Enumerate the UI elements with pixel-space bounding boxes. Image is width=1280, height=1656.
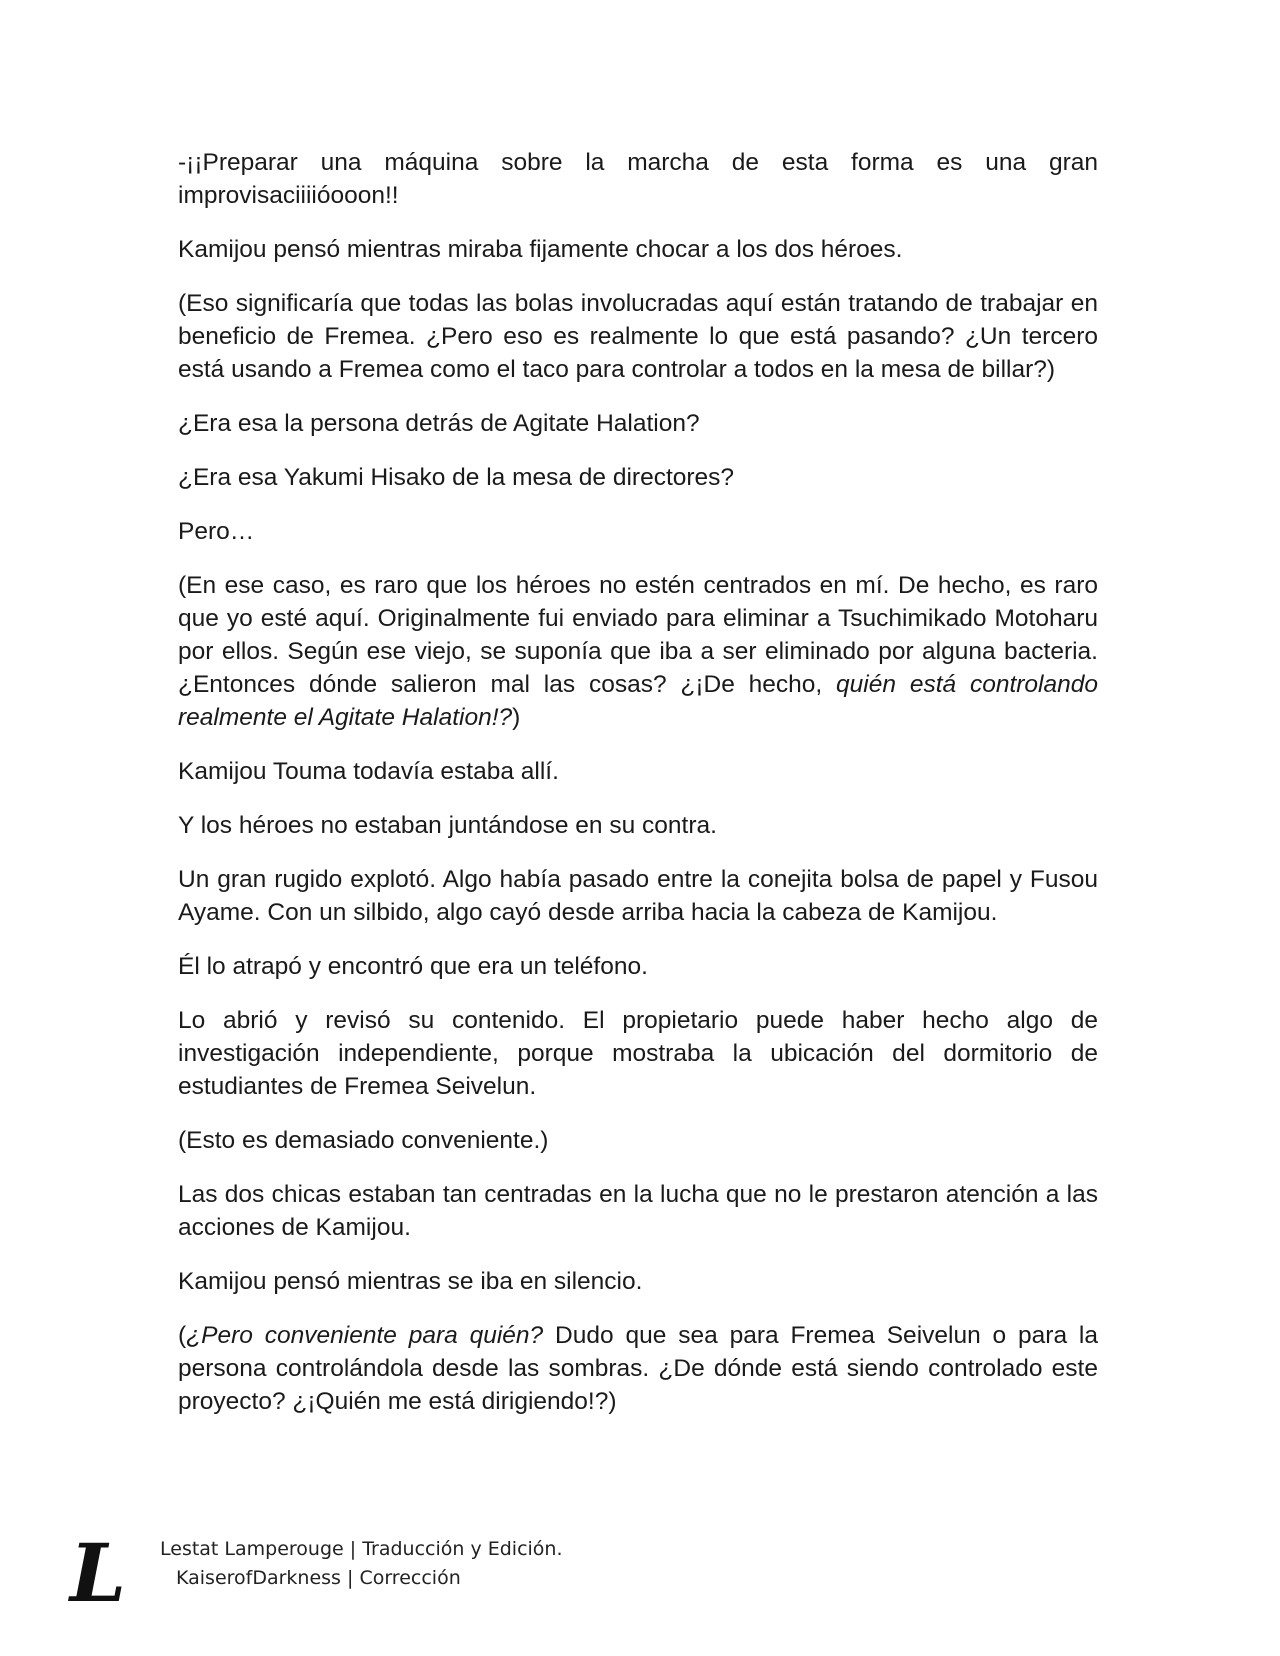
paragraph — [178, 1004, 1098, 1103]
paragraph — [178, 146, 1098, 212]
paragraph — [178, 863, 1098, 929]
paragraph-text: Pero… — [178, 518, 255, 545]
paragraph-text: Kamijou Touma todavía estaba allí. — [178, 758, 559, 785]
paragraph-text: Un gran rugido explotó. Algo había pasado entre la conejita bolsa de papel y Fusou Ayame. Con un silbido, algo cayó desde arriba hacia la cabeza de Kamijou. — [178, 866, 1098, 926]
paragraph-text: Lo abrió y revisó su contenido. El propietario puede haber hecho algo de investigación independiente, porque mostraba la ubicación del dormitorio de estudiantes de Fremea Seivelun. — [178, 1007, 1098, 1100]
gothic-l-logo-icon — [68, 1535, 128, 1611]
paragraph-text: (Eso significaría que todas las bolas involucradas aquí están tratando de trabajar en beneficio de Fremea. ¿Pero eso es realmente lo que está pasando? ¿Un tercero está usando a Fremea como el taco para controlar a todos en la mesa de billar?) — [178, 290, 1098, 383]
page-footer — [68, 1535, 768, 1615]
paragraph — [178, 1124, 1098, 1157]
paragraph-text: Y los héroes no estaban juntándose en su contra. — [178, 812, 717, 839]
paragraph-text: Kamijou pensó mientras miraba fijamente chocar a los dos héroes. — [178, 236, 903, 263]
paragraph — [178, 461, 1098, 494]
paragraph-italic-text: ¿Pero conveniente para quién? — [186, 1322, 544, 1349]
paragraph-text: Él lo atrapó y encontró que era un teléfono. — [178, 953, 648, 980]
paragraph-text: Las dos chicas estaban tan centradas en la lucha que no le prestaron atención a las acciones de Kamijou. — [178, 1181, 1098, 1241]
paragraph — [178, 1319, 1098, 1418]
paragraph-text: -¡¡Preparar una máquina sobre la marcha de esta forma es una gran improvisaciiiióooon!! — [178, 149, 1098, 209]
paragraph-text: ( — [178, 1322, 187, 1349]
paragraph — [178, 287, 1098, 386]
paragraph — [178, 233, 1098, 266]
paragraph-text: Kamijou pensó mientras se iba en silencio. — [178, 1268, 643, 1295]
paragraph — [178, 1265, 1098, 1298]
paragraph — [178, 407, 1098, 440]
credit-correction: KaiserofDarkness | Corrección — [176, 1567, 461, 1589]
paragraph-list — [178, 146, 1098, 1418]
paragraph-text: Dudo que sea para Fremea Seivelun o para la persona controlándola desde las sombras. ¿De dónde está siendo controlado este proyecto? ¿¡Quién me está dirigiendo!?) — [178, 1322, 1098, 1415]
document-body — [178, 146, 1098, 1439]
paragraph — [178, 950, 1098, 983]
paragraph-text: ¿Era esa Yakumi Hisako de la mesa de directores? — [178, 464, 735, 491]
paragraph — [178, 515, 1098, 548]
credits — [160, 1535, 563, 1593]
credit-translation: Lestat Lamperouge | Traducción y Edición. — [160, 1538, 563, 1560]
paragraph-text: (Esto es demasiado conveniente.) — [178, 1127, 549, 1154]
paragraph-italic-text: quién está controlando realmente el Agitate Halation!? — [178, 671, 1098, 731]
paragraph — [178, 1178, 1098, 1244]
paragraph-text: ¿Era esa la persona detrás de Agitate Halation? — [178, 410, 700, 437]
paragraph — [178, 755, 1098, 788]
paragraph — [178, 569, 1098, 734]
paragraph — [178, 809, 1098, 842]
paragraph-text: (En ese caso, es raro que los héroes no estén centrados en mí. De hecho, es raro que yo esté aquí. Originalmente fui enviado para eliminar a Tsuchimikado Motoharu por ellos. Según ese viejo, se suponía que iba a ser eliminado por alguna bacteria. ¿Entonces dónde salieron mal las cosas? ¿¡De hecho, — [178, 572, 1098, 698]
paragraph-text: ) — [512, 704, 521, 731]
logo-letter: L — [69, 1535, 127, 1611]
